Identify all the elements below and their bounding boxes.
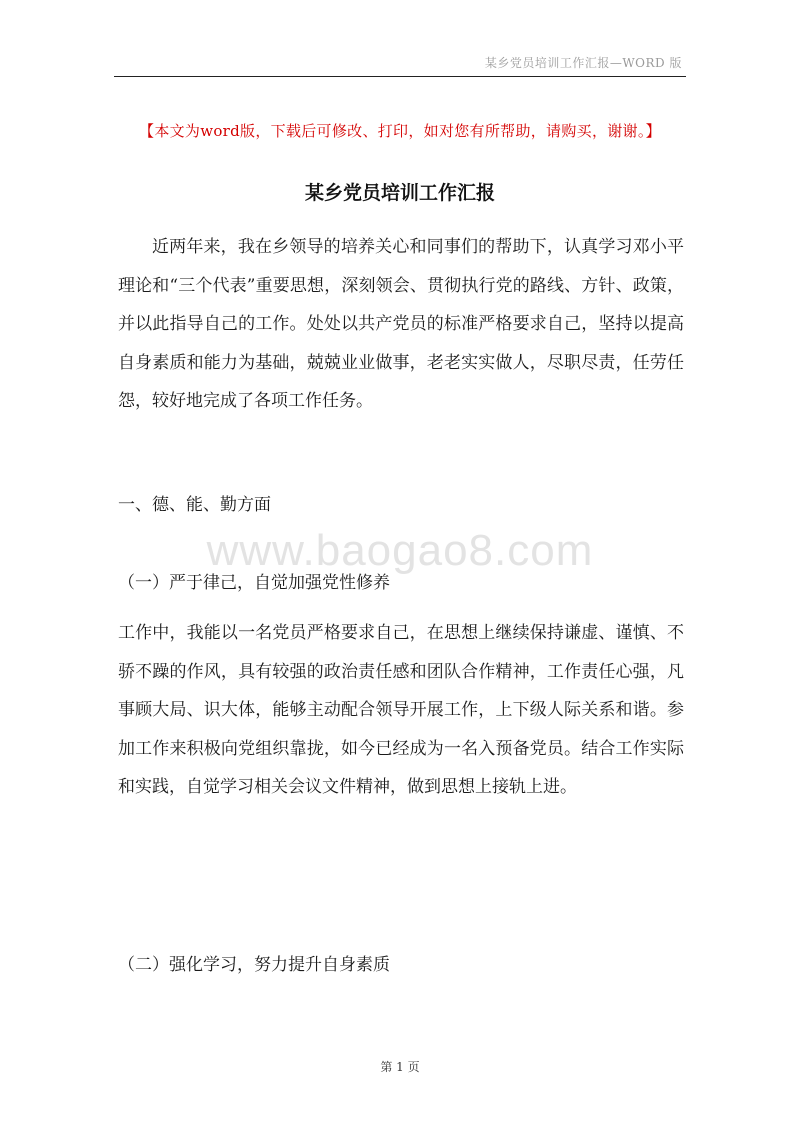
- page-number: 第 1 页: [380, 1060, 420, 1074]
- header-rule: [114, 76, 686, 77]
- watermark: www.baogao8.com: [206, 526, 594, 575]
- subsection-heading-1: （一）严于律己，自觉加强党性修养: [118, 573, 390, 593]
- purchase-notice: 【本文为word版，下载后可修改、打印，如对您有所帮助，请购买，谢谢。】: [139, 122, 661, 140]
- subsection-body-1: 工作中，我能以一名党员严格要求自己，在思想上继续保持谦虚、谨慎、不骄不躁的作风，具有较强的政治责任感和团队合作精神，工作责任心强，凡事顾大局、识大体，能够主动配合领导开展工作，上下级人际关系和谐。参加工作来积极向党组织靠拢，如今已经成为一名入预备党员。结合工作实际和实践，自觉学习相关会议文件精神，做到思想上接轨上进。: [118, 623, 684, 797]
- running-header: 某乡党员培训工作汇报—WORD 版: [484, 56, 682, 70]
- section-heading: 一、德、能、勤方面: [118, 495, 271, 515]
- document-title: 某乡党员培训工作汇报: [304, 182, 495, 204]
- intro-paragraph: 近两年来，我在乡领导的培养关心和同事们的帮助下，认真学习邓小平理论和“三个代表”重要思想，深刻领会、贯彻执行党的路线、方针、政策，并以此指导自己的工作。处处以共产党员的标准严格要求自己，坚持以提高自身素质和能力为基础，兢兢业业做事，老老实实做人，尽职尽责，任劳任怨，较好地完成了各项工作任务。: [118, 237, 684, 411]
- subsection-heading-2: （二）强化学习，努力提升自身素质: [118, 955, 390, 975]
